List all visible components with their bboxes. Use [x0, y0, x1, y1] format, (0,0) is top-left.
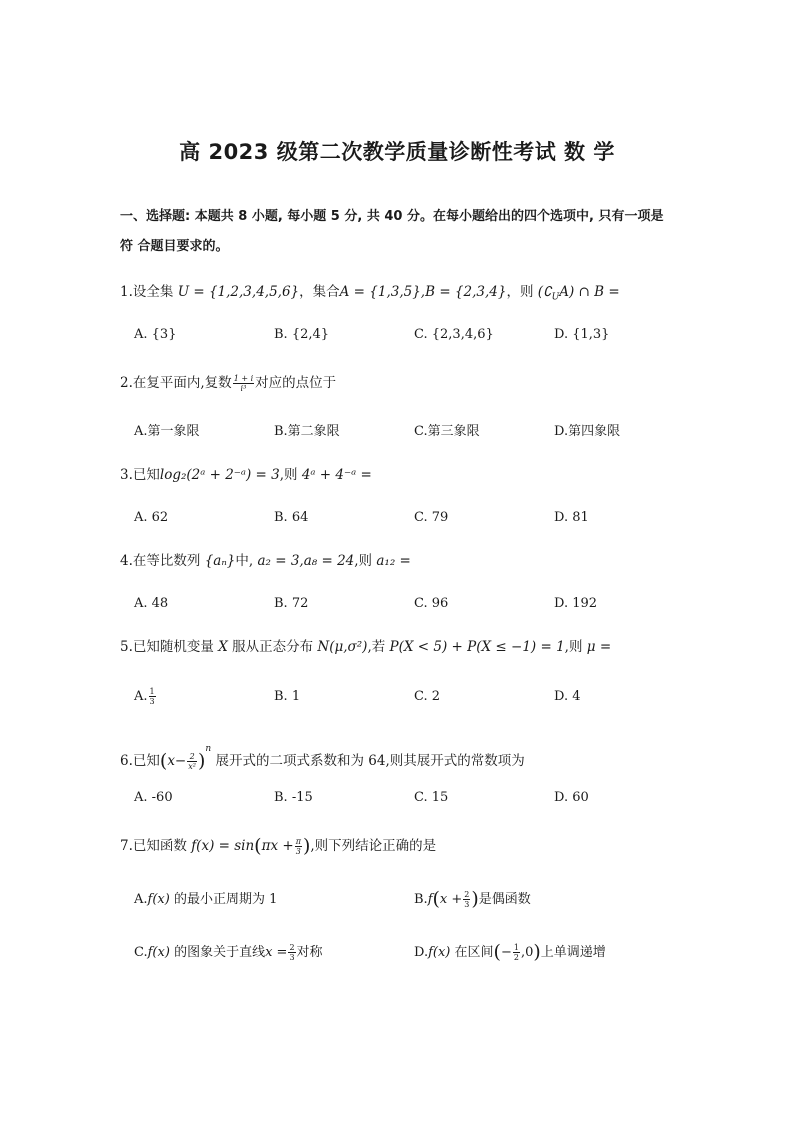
question-text: 已知	[132, 753, 160, 769]
exponent: n	[205, 744, 212, 754]
math-expr: X	[218, 639, 228, 655]
question-6	[120, 738, 690, 772]
option-d[interactable]: D. 192	[554, 596, 598, 611]
question-number: 4.	[120, 553, 133, 569]
question-3	[120, 464, 690, 486]
question-text: 展开式的二项式系数和为 64,则其展开式的常数项为	[215, 753, 525, 769]
fraction: $\frac{\pi}{3}$	[295, 837, 301, 856]
math-expr: a₁₂ =	[376, 553, 411, 569]
math-expr: πx +	[261, 838, 294, 854]
math-expr: f(x) = sin	[191, 838, 255, 854]
question-number: 6.	[120, 753, 133, 769]
math-expr: U = {1,2,3,4,5,6}	[177, 284, 300, 300]
option-c[interactable]: C. 2	[414, 689, 441, 704]
question-2	[120, 372, 690, 394]
question-7	[120, 835, 690, 857]
option-a[interactable]: A. 48	[134, 596, 169, 611]
question-number: 3.	[120, 467, 133, 483]
section-heading-line1: 一、选择题: 本题共 8 小题, 每小题 5 分, 共 40 分。在每小题给出的四个选项中, 只有一项是	[120, 209, 664, 224]
fraction: $\frac{1 + i}{\text{i³}}$	[233, 374, 254, 393]
option-b[interactable]: B. -15	[274, 790, 313, 805]
math-expr: μ =	[586, 639, 612, 655]
math-expr: x−	[167, 753, 187, 769]
question-text: ,则	[354, 553, 373, 569]
question-text: 在等比数列	[132, 553, 201, 569]
paren-close: )	[197, 750, 206, 772]
math-expr: a₂ = 3,a₈ = 24	[257, 553, 355, 569]
question-text: 已知	[132, 467, 160, 483]
question-text: ,则	[279, 467, 298, 483]
option-a[interactable]: A. $\frac{1}{3}$	[134, 687, 155, 706]
question-text: 已知函数	[132, 838, 187, 854]
fraction: $\frac{1}{2}$	[513, 943, 519, 962]
option-d[interactable]: D. 60	[554, 790, 589, 805]
option-b[interactable]: B. 72	[274, 596, 309, 611]
option-d[interactable]: D. 4	[554, 689, 581, 704]
question-7-options-row1	[134, 889, 694, 911]
option-a[interactable]: A. -60	[134, 790, 173, 805]
option-a[interactable]: A.第一象限	[134, 424, 200, 439]
fraction: $\frac{2}{3}$	[464, 890, 470, 909]
option-b[interactable]: B. 1	[274, 689, 301, 704]
math-expr: P(X < 5) + P(X ≤ −1) = 1	[389, 639, 565, 655]
option-b[interactable]: B. {2,4}	[274, 327, 330, 342]
question-text: 在复平面内,复数	[132, 375, 232, 391]
question-text: ,则下列结论正确的是	[310, 838, 437, 854]
option-d[interactable]: D. 81	[554, 510, 589, 525]
option-d[interactable]: D. {1,3}	[554, 327, 610, 342]
question-3-options	[134, 507, 694, 529]
paren-open: (	[159, 750, 168, 772]
question-text: 中,	[235, 553, 254, 569]
option-b[interactable]: B.f(x + $\frac{2}{3}$ )是偶函数	[414, 888, 531, 910]
question-text: 服从正态分布	[232, 639, 314, 655]
question-text: ，集合	[299, 284, 340, 300]
question-4	[120, 550, 690, 572]
question-1-options	[134, 324, 694, 346]
math-expr: A = {1,3,5},B = {2,3,4}	[339, 284, 507, 300]
math-expr: {aₙ}	[204, 553, 236, 569]
option-a[interactable]: A. 62	[134, 510, 169, 525]
section-heading	[120, 202, 690, 262]
question-number: 1.	[120, 284, 133, 300]
option-b[interactable]: B. 64	[274, 510, 309, 525]
question-text: 设全集	[132, 284, 174, 300]
page-title: 高 2023 级第二次教学质量诊断性考试 数 学	[179, 140, 615, 164]
fraction: $\frac{2}{3}$	[289, 943, 295, 962]
question-text: ，则	[506, 284, 534, 300]
option-c[interactable]: C. 15	[414, 790, 449, 805]
question-text: ,则	[564, 639, 583, 655]
option-c[interactable]: C. 96	[414, 596, 449, 611]
question-text: 已知随机变量	[132, 639, 214, 655]
option-a[interactable]: A.f(x) 的最小正周期为 1	[134, 892, 278, 907]
question-text: ,若	[367, 639, 386, 655]
question-6-options	[134, 787, 694, 809]
option-a[interactable]: A. {3}	[134, 327, 177, 342]
option-d[interactable]: D.第四象限	[554, 424, 621, 439]
option-b[interactable]: B.第二象限	[274, 424, 340, 439]
math-expr: N(μ,σ²)	[317, 639, 368, 655]
fraction: $\frac{1}{3}$	[149, 687, 155, 706]
fraction: $\frac{2}{\text{x²}}$	[188, 752, 196, 771]
question-text: 对应的点位于	[255, 375, 337, 391]
question-number: 7.	[120, 838, 133, 854]
option-d[interactable]: D.f(x) 在区间(− $\frac{1}{2}$ ,0)上单调递增	[414, 941, 606, 963]
math-expr: log₂(2ᵃ + 2⁻ᵃ) = 3	[159, 467, 280, 483]
option-c[interactable]: C. {2,3,4,6}	[414, 327, 494, 342]
math-expr: $(∁_UA)$ ∩ B =	[537, 284, 620, 303]
question-4-options	[134, 593, 694, 615]
section-heading-line2: 符 合题目要求的。	[120, 239, 229, 254]
paren-close: )	[302, 835, 311, 857]
math-expr: 4ᵃ + 4⁻ᵃ =	[301, 467, 372, 483]
option-c[interactable]: C.第三象限	[414, 424, 480, 439]
question-number: 2.	[120, 375, 133, 391]
question-5	[120, 636, 690, 658]
option-c[interactable]: C.f(x) 的图象关于直线x = $\frac{2}{3}$ 对称	[134, 943, 323, 962]
question-number: 5.	[120, 639, 133, 655]
option-c[interactable]: C. 79	[414, 510, 449, 525]
question-7-options-row2	[134, 942, 694, 964]
question-2-options	[134, 421, 694, 443]
paren-open: (	[254, 835, 262, 857]
question-5-options	[134, 686, 694, 708]
question-1	[120, 281, 690, 309]
